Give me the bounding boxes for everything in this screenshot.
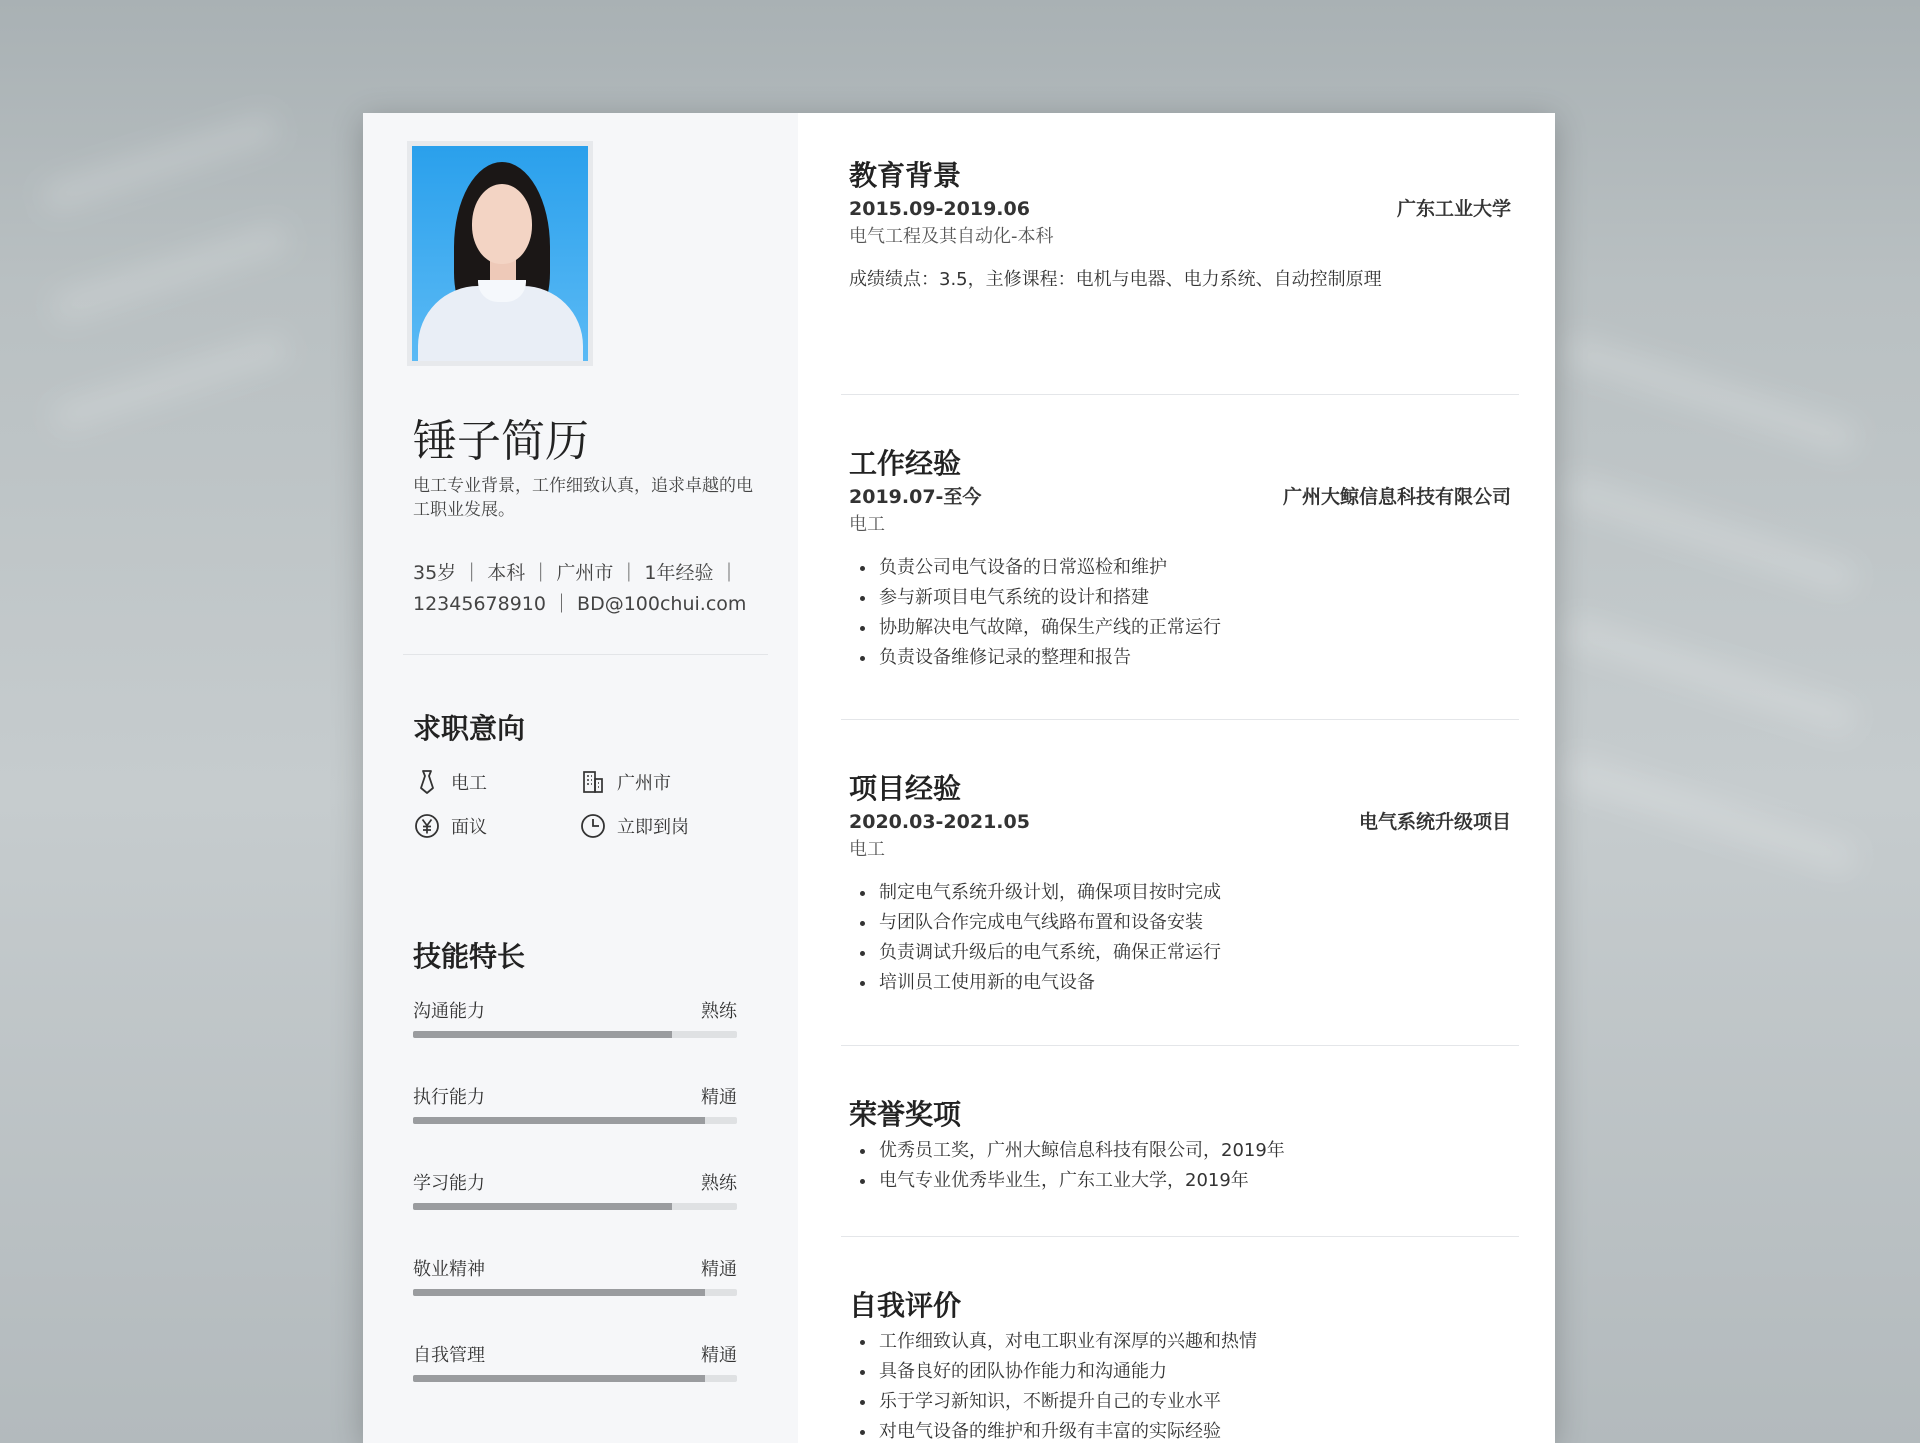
intent-availability <box>579 813 729 839</box>
skill-level: 精通 <box>701 1087 737 1109</box>
resume-name: 锤子简历 <box>413 416 589 467</box>
skill-bar-fill <box>413 1375 705 1382</box>
work-period: 2019.07-至今 <box>849 486 982 508</box>
clock-icon <box>579 812 607 840</box>
skill-item <box>413 1165 737 1251</box>
bg-light-stripe <box>1563 754 1858 875</box>
list-item: • 培训员工使用新的电气设备 <box>877 968 1511 998</box>
intent-label: 广州市 <box>617 773 671 795</box>
list-item: • 制定电气系统升级计划，确保项目按时完成 <box>877 878 1511 908</box>
bg-light-stripe <box>1563 334 1858 455</box>
skill-bar <box>413 1289 737 1296</box>
list-item: • 乐于学习新知识，不断提升自己的专业水平 <box>877 1387 1511 1417</box>
project-name: 电气系统升级项目 <box>1358 811 1511 833</box>
skill-name: 学习能力 <box>413 1173 485 1195</box>
list-item: • 具备良好的团队协作能力和沟通能力 <box>877 1357 1511 1387</box>
project-section <box>841 720 1519 1046</box>
skill-level: 精通 <box>701 1259 737 1281</box>
education-title: 教育背景 <box>849 159 962 192</box>
yuan-icon <box>413 812 441 840</box>
list-item: • 负责公司电气设备的日常巡检和维护 <box>877 553 1511 583</box>
honors-bullets <box>849 1136 1511 1196</box>
intent-salary <box>413 813 579 839</box>
resume-sidebar <box>363 113 798 1443</box>
skill-bar-fill <box>413 1289 705 1296</box>
self-eval-bullets <box>849 1327 1511 1443</box>
self-eval-title: 自我评价 <box>849 1289 962 1322</box>
project-bullets <box>849 878 1511 998</box>
work-title: 工作经验 <box>849 447 962 480</box>
list-item: • 电气专业优秀毕业生，广东工业大学，2019年 <box>877 1166 1511 1196</box>
skill-item <box>413 993 737 1079</box>
divider <box>403 654 768 655</box>
skill-bar <box>413 1203 737 1210</box>
building-icon <box>579 768 607 796</box>
work-bullets <box>849 553 1511 673</box>
skill-bar-fill <box>413 1203 672 1210</box>
resume-paper <box>363 113 1555 1443</box>
education-header <box>849 195 1511 223</box>
work-company: 广州大鲸信息科技有限公司 <box>1282 486 1511 508</box>
project-period: 2020.03-2021.05 <box>849 811 1030 833</box>
skill-item <box>413 1079 737 1165</box>
project-header <box>849 808 1511 836</box>
work-section <box>841 395 1519 720</box>
list-item: • 负责设备维修记录的整理和报告 <box>877 643 1511 673</box>
self-eval-section <box>841 1237 1519 1443</box>
intent-label: 电工 <box>451 773 487 795</box>
honors-title: 荣誉奖项 <box>849 1098 962 1131</box>
skill-bar <box>413 1375 737 1382</box>
bg-light-stripe <box>52 334 288 433</box>
intent-label: 立即到岗 <box>617 817 689 839</box>
tie-icon <box>413 768 441 796</box>
skills-list <box>413 993 737 1423</box>
skill-bar <box>413 1117 737 1124</box>
list-item: • 优秀员工奖，广州大鲸信息科技有限公司，2019年 <box>877 1136 1511 1166</box>
education-major: 电气工程及其自动化-本科 <box>849 226 1054 247</box>
skill-name: 沟通能力 <box>413 1001 485 1023</box>
skill-bar <box>413 1031 737 1038</box>
skill-level: 熟练 <box>701 1001 737 1023</box>
intent-city <box>579 769 729 795</box>
resume-main <box>798 113 1555 1443</box>
intent-position <box>413 769 579 795</box>
project-role: 电工 <box>849 839 885 860</box>
education-desc: 成绩绩点：3.5，主修课程：电机与电器、电力系统、自动控制原理 <box>849 269 1382 290</box>
profile-photo <box>407 141 593 366</box>
work-header <box>849 483 1511 511</box>
profile-meta: 35岁 ｜ 本科 ｜ 广州市 ｜ 1年经验 ｜ 12345678910 ｜ BD@100chui.com <box>413 562 747 616</box>
intent-grid <box>413 769 756 839</box>
bg-light-stripe <box>52 224 288 323</box>
list-item: • 负责调试升级后的电气系统，确保正常运行 <box>877 938 1511 968</box>
list-item: • 对电气设备的维护和升级有丰富的实际经验 <box>877 1417 1511 1443</box>
education-period: 2015.09-2019.06 <box>849 198 1030 220</box>
project-title: 项目经验 <box>849 772 962 805</box>
work-role: 电工 <box>849 514 885 535</box>
education-section <box>841 157 1519 395</box>
list-item: • 与团队合作完成电气线路布置和设备安装 <box>877 908 1511 938</box>
honors-section <box>841 1046 1519 1237</box>
intent-label: 面议 <box>451 817 487 839</box>
bg-light-stripe <box>42 114 278 213</box>
bg-light-stripe <box>1563 614 1858 735</box>
education-school: 广东工业大学 <box>1396 198 1511 220</box>
skill-bar-fill <box>413 1031 672 1038</box>
profile-summary: 电工专业背景，工作细致认真，追求卓越的电工职业发展。 <box>413 476 753 521</box>
intent-title: 求职意向 <box>413 712 526 746</box>
list-item: • 工作细致认真，对电工职业有深厚的兴趣和热情 <box>877 1327 1511 1357</box>
skill-level: 精通 <box>701 1345 737 1367</box>
skill-level: 熟练 <box>701 1173 737 1195</box>
list-item: • 参与新项目电气系统的设计和搭建 <box>877 583 1511 613</box>
skill-name: 敬业精神 <box>413 1259 485 1281</box>
skill-name: 执行能力 <box>413 1087 485 1109</box>
skills-title: 技能特长 <box>413 940 526 974</box>
skill-item <box>413 1251 737 1337</box>
skill-bar-fill <box>413 1117 705 1124</box>
bg-light-stripe <box>1563 474 1858 595</box>
list-item: • 协助解决电气故障，确保生产线的正常运行 <box>877 613 1511 643</box>
skill-name: 自我管理 <box>413 1345 485 1367</box>
skill-item <box>413 1337 737 1423</box>
